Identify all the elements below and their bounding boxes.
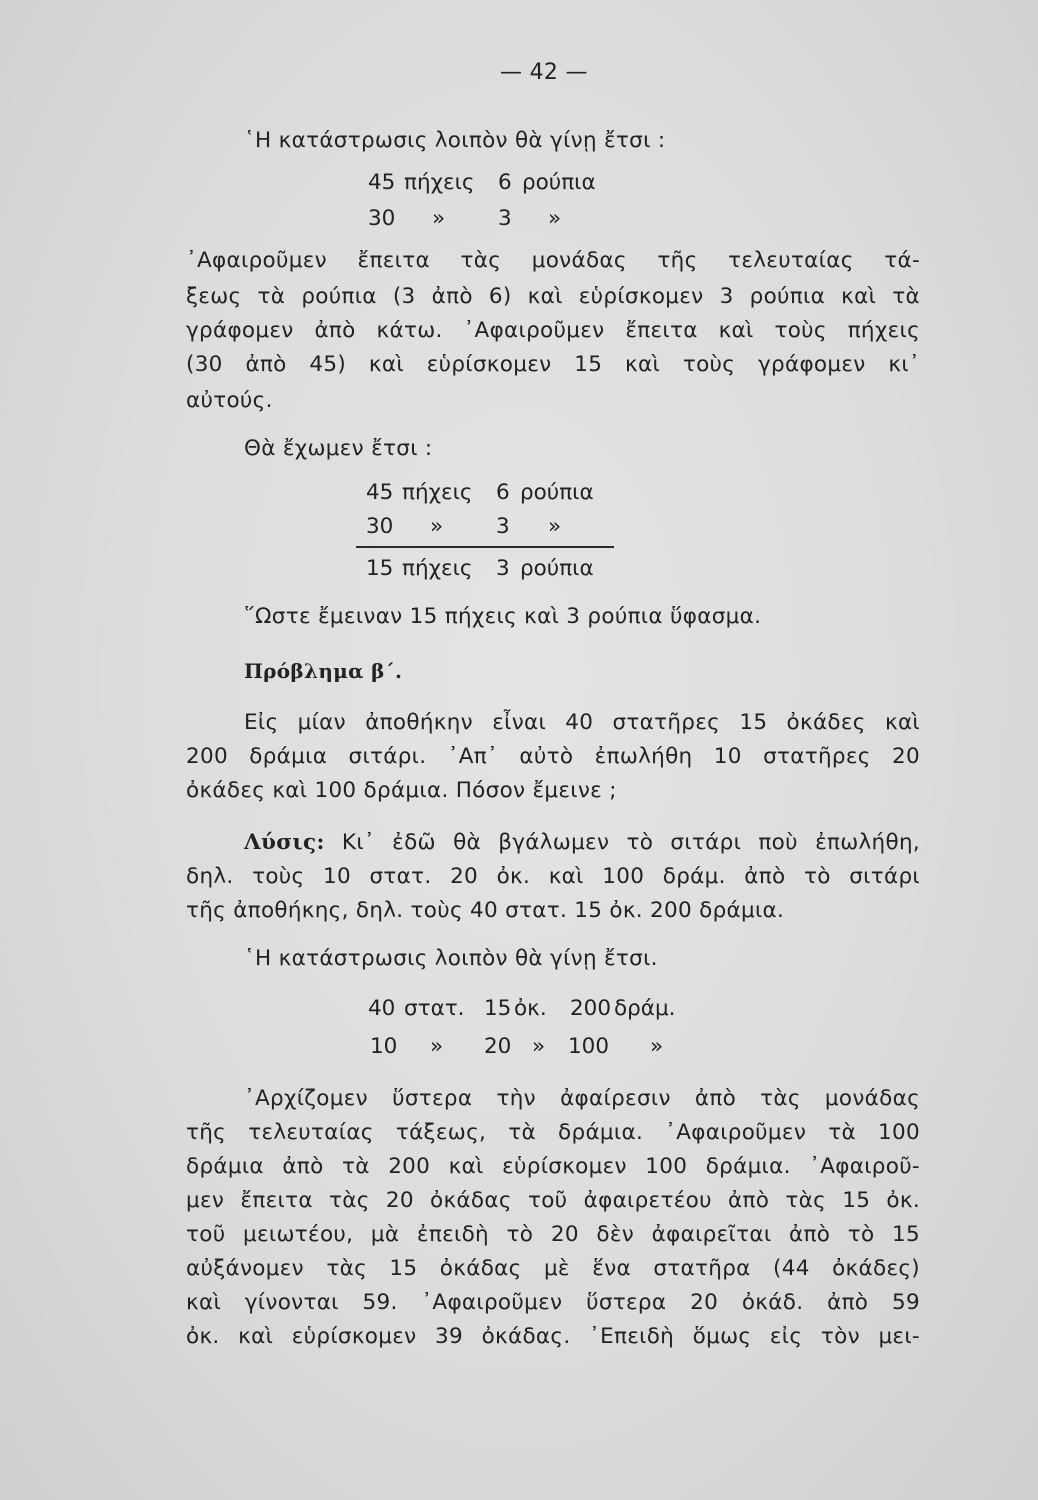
cell: 6 (498, 170, 512, 195)
paragraph-line: ὀκ. καὶ εὑρίσκομεν 39 ὀκάδας. ᾿Επειδὴ ὅμως εἰς τὸν μει- (186, 1324, 920, 1349)
paragraph-line: γράφομεν ἀπὸ κάτω. ᾿Αφαιροῦμεν ἔπειτα καὶ τοὺς πήχεις (186, 318, 920, 343)
cell: 45 (368, 170, 396, 195)
paragraph-line: δηλ. τοὺς 10 στατ. 20 ὀκ. καὶ 100 δράμ. ἀπὸ τὸ σιτάρι (186, 864, 920, 889)
solution-label: Λύσις: (244, 830, 325, 855)
paragraph-line: δράμια ἀπὸ τὰ 200 καὶ εὑρίσκομεν 100 δράμια. ᾿Αφαιροῦ- (186, 1154, 920, 1179)
solution-line (244, 830, 920, 856)
paragraph-line: Θὰ ἔχωμεν ἔτσι : (244, 436, 433, 461)
cell: 200 (570, 996, 612, 1021)
paragraph-line: ξεως τὰ ρούπια (3 ἀπὸ 6) καὶ εὑρίσκομεν 3 ρούπια καὶ τὰ (186, 284, 920, 309)
cell: ρούπια (520, 556, 594, 581)
paragraph-line: 200 δράμια σιτάρι. ᾿Απ᾿ αὐτὸ ἐπωλήθη 10 στατῆρες 20 (186, 744, 920, 769)
cell: » (650, 1034, 664, 1059)
cell: ρούπια (520, 480, 594, 505)
cell: στατ. (404, 996, 465, 1021)
paragraph-line: Εἰς μίαν ἀποθήκην εἶναι 40 στατῆρες 15 ὀκάδες καὶ (244, 710, 920, 735)
cell: 100 (568, 1034, 610, 1059)
paragraph-line: τοῦ μειωτέου, μὰ ἐπειδὴ τὸ 20 δὲν ἀφαιρεῖται ἀπὸ τὸ 15 (186, 1222, 920, 1247)
cell: πήχεις (402, 480, 473, 505)
paragraph-line: αὐτούς. (186, 388, 273, 413)
paragraph-line: ᾿Αφαιροῦμεν ἔπειτα τὰς μονάδας τῆς τελευταίας τά- (186, 248, 920, 273)
subtraction-rule (356, 546, 614, 548)
cell: 10 (370, 1034, 398, 1059)
paragraph-line: ῾Η κατάστρωσις λοιπὸν θὰ γίνῃ ἔτσι : (244, 128, 666, 153)
cell: ὀκ. (514, 996, 547, 1021)
cell: » (430, 1034, 444, 1059)
paragraph-line: καὶ γίνονται 59. ᾿Αφαιροῦμεν ὕστερα 20 ὀκάδ. ἀπὸ 59 (186, 1290, 920, 1315)
cell: » (532, 1034, 546, 1059)
solution-text: Κι᾿ ἐδῶ θὰ βγάλωμεν τὸ σιτάρι ποὺ ἐπωλήθη, (341, 830, 920, 855)
cell: 15 (366, 556, 394, 581)
cell: » (430, 514, 444, 539)
paragraph-line: τῆς τελευταίας τάξεως, τὰ δράμια. ᾿Αφαιροῦμεν τὰ 100 (186, 1120, 920, 1145)
cell: ρούπια (522, 170, 596, 195)
cell: 3 (498, 206, 512, 231)
paragraph-line: αὐξάνομεν τὰς 15 ὀκάδας μὲ ἕνα στατῆρα (44 ὀκάδες) (186, 1256, 920, 1281)
cell: δράμ. (614, 996, 676, 1021)
cell: 40 (368, 996, 396, 1021)
cell: 30 (368, 206, 396, 231)
problem-heading: Πρόβλημα β΄. (244, 659, 403, 683)
cell: 3 (496, 514, 510, 539)
cell: 30 (366, 514, 394, 539)
cell: 15 (484, 996, 512, 1021)
cell: » (432, 206, 446, 231)
cell: » (548, 514, 562, 539)
paragraph-line: μεν ἔπειτα τὰς 20 ὀκάδας τοῦ ἀφαιρετέου ἀπὸ τὰς 15 ὀκ. (186, 1188, 920, 1213)
paragraph-line: ῞Ωστε ἔμειναν 15 πήχεις καὶ 3 ρούπια ὕφασμα. (244, 604, 762, 629)
cell: 6 (496, 480, 510, 505)
page-number: — 42 — (500, 60, 588, 85)
cell: 45 (366, 480, 394, 505)
cell: 20 (484, 1034, 512, 1059)
paragraph-line: ῾Η κατάστρωσις λοιπὸν θὰ γίνῃ ἔτσι. (244, 946, 658, 971)
paragraph-line: ᾿Αρχίζομεν ὕστερα τὴν ἀφαίρεσιν ἀπὸ τὰς μονάδας (244, 1086, 920, 1111)
cell: πήχεις (404, 170, 475, 195)
cell: 3 (496, 556, 510, 581)
paragraph-line: (30 ἀπὸ 45) καὶ εὑρίσκομεν 15 καὶ τοὺς γράφομεν κι᾿ (186, 352, 920, 377)
paragraph-line: ὀκάδες καὶ 100 δράμια. Πόσον ἔμεινε ; (186, 778, 617, 803)
paragraph-line: τῆς ἀποθήκης, δηλ. τοὺς 40 στατ. 15 ὀκ. 200 δράμια. (186, 898, 785, 923)
cell: πήχεις (402, 556, 473, 581)
cell: » (548, 206, 562, 231)
